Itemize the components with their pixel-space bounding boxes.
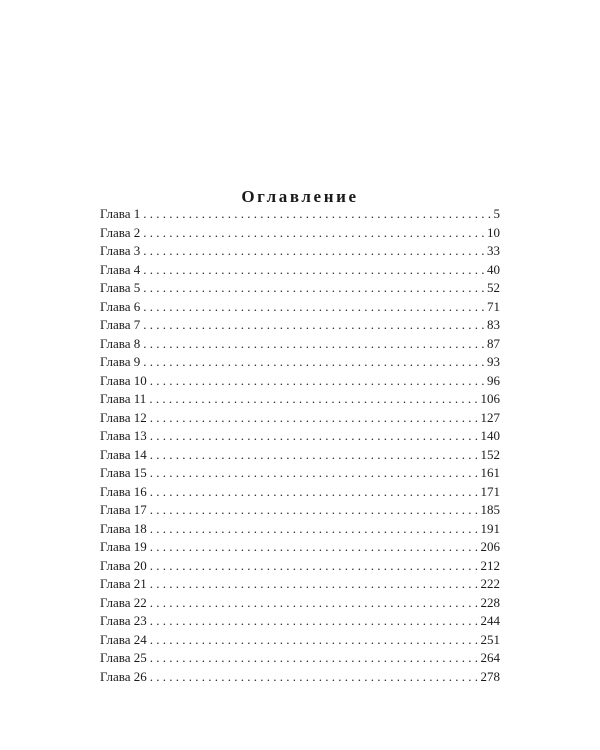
toc-entry-label: Глава 9 bbox=[100, 354, 141, 369]
toc-entry-label: Глава 24 bbox=[100, 631, 147, 647]
toc-entry-page-number: 228 bbox=[480, 594, 500, 610]
toc-dot-leader bbox=[150, 575, 478, 594]
toc-dot-leader bbox=[143, 261, 484, 280]
toc-entry-page-number: 161 bbox=[480, 465, 500, 480]
toc-entry-page-number: 171 bbox=[480, 483, 500, 499]
toc-entry-label: Глава 7 bbox=[100, 317, 141, 332]
toc-dot-leader bbox=[150, 372, 484, 391]
toc-entry-page-number: 264 bbox=[480, 650, 500, 665]
toc-entry-page-number: 10 bbox=[487, 224, 500, 240]
toc-entry-label: Глава 3 bbox=[100, 243, 141, 258]
toc-dot-leader bbox=[150, 446, 478, 465]
toc-entry[interactable] bbox=[100, 335, 500, 354]
toc-entry-label: Глава 5 bbox=[100, 280, 141, 295]
toc-entry-page-number: 191 bbox=[480, 520, 500, 536]
toc-dot-leader bbox=[150, 594, 478, 613]
toc-entry[interactable] bbox=[100, 409, 500, 428]
toc-entry-page-number: 244 bbox=[480, 613, 500, 628]
toc-dot-leader bbox=[143, 316, 484, 335]
toc-entry-label: Глава 4 bbox=[100, 261, 141, 277]
toc-entry-page-number: 278 bbox=[480, 668, 500, 684]
toc-entry[interactable] bbox=[100, 446, 500, 465]
toc-dot-leader bbox=[150, 501, 478, 520]
toc-entry-label: Глава 15 bbox=[100, 465, 147, 480]
toc-entry-page-number: 40 bbox=[487, 261, 500, 277]
toc-dot-leader bbox=[150, 649, 478, 668]
toc-entry[interactable] bbox=[100, 575, 500, 594]
toc-dot-leader bbox=[143, 224, 484, 243]
toc-entry-label: Глава 25 bbox=[100, 650, 147, 665]
toc-entry[interactable] bbox=[100, 427, 500, 446]
toc-dot-leader bbox=[150, 483, 478, 502]
toc-entry[interactable] bbox=[100, 649, 500, 668]
toc-entry-label: Глава 2 bbox=[100, 224, 141, 240]
toc-dot-leader bbox=[150, 464, 478, 483]
toc-entry-page-number: 206 bbox=[480, 539, 500, 554]
toc-entry-page-number: 140 bbox=[480, 428, 500, 443]
toc-entry-page-number: 33 bbox=[487, 243, 500, 258]
toc-dot-leader bbox=[150, 668, 478, 687]
toc-entry[interactable] bbox=[100, 538, 500, 557]
toc-entry[interactable] bbox=[100, 261, 500, 280]
toc-entry-label: Глава 23 bbox=[100, 613, 147, 628]
toc-entry[interactable] bbox=[100, 353, 500, 372]
toc-dot-leader bbox=[150, 557, 478, 576]
toc-entry-label: Глава 10 bbox=[100, 372, 147, 388]
toc-entry-page-number: 251 bbox=[480, 631, 500, 647]
toc-entry-label: Глава 13 bbox=[100, 428, 147, 443]
toc-dot-leader bbox=[150, 427, 478, 446]
toc-entry-label: Глава 16 bbox=[100, 483, 147, 499]
toc-entry[interactable] bbox=[100, 520, 500, 539]
toc-dot-leader bbox=[143, 298, 484, 317]
toc-entry-page-number: 106 bbox=[480, 391, 500, 406]
toc-entry-page-number: 5 bbox=[493, 206, 500, 221]
toc-dot-leader bbox=[150, 538, 478, 557]
toc-entry-label: Глава 8 bbox=[100, 335, 141, 351]
toc-entry[interactable] bbox=[100, 501, 500, 520]
toc-entry-page-number: 93 bbox=[487, 354, 500, 369]
toc-entry[interactable] bbox=[100, 279, 500, 298]
toc-entry-page-number: 127 bbox=[480, 409, 500, 425]
toc-entry[interactable] bbox=[100, 372, 500, 391]
toc-entry-label: Глава 18 bbox=[100, 520, 147, 536]
toc-dot-leader bbox=[149, 390, 477, 409]
toc-entry-page-number: 87 bbox=[487, 335, 500, 351]
toc-entry[interactable] bbox=[100, 390, 500, 409]
toc-list bbox=[100, 205, 500, 686]
toc-entry-label: Глава 14 bbox=[100, 446, 147, 462]
toc-entry-label: Глава 21 bbox=[100, 576, 147, 591]
toc-dot-leader bbox=[150, 612, 478, 631]
toc-entry[interactable] bbox=[100, 205, 500, 224]
toc-dot-leader bbox=[143, 353, 484, 372]
toc-entry-page-number: 152 bbox=[480, 446, 500, 462]
toc-entry-label: Глава 17 bbox=[100, 502, 147, 517]
toc-entry-label: Глава 19 bbox=[100, 539, 147, 554]
toc-dot-leader bbox=[150, 520, 478, 539]
toc-dot-leader bbox=[150, 631, 478, 650]
toc-dot-leader bbox=[143, 205, 490, 224]
toc-entry-label: Глава 20 bbox=[100, 557, 147, 573]
toc-entry[interactable] bbox=[100, 483, 500, 502]
toc-entry-label: Глава 1 bbox=[100, 206, 141, 221]
toc-entry-page-number: 52 bbox=[487, 280, 500, 295]
toc-dot-leader bbox=[143, 279, 484, 298]
toc-entry-label: Глава 22 bbox=[100, 594, 147, 610]
toc-entry-label: Глава 12 bbox=[100, 409, 147, 425]
toc-entry-page-number: 96 bbox=[487, 372, 500, 388]
toc-entry[interactable] bbox=[100, 594, 500, 613]
toc-entry-label: Глава 11 bbox=[100, 391, 147, 406]
toc-entry[interactable] bbox=[100, 612, 500, 631]
toc-entry-page-number: 71 bbox=[487, 298, 500, 314]
toc-entry[interactable] bbox=[100, 298, 500, 317]
toc-entry-label: Глава 26 bbox=[100, 668, 147, 684]
toc-entry[interactable] bbox=[100, 464, 500, 483]
toc-entry-page-number: 83 bbox=[487, 317, 500, 332]
toc-entry-label: Глава 6 bbox=[100, 298, 141, 314]
toc-entry[interactable] bbox=[100, 668, 500, 687]
toc-entry[interactable] bbox=[100, 316, 500, 335]
toc-entry[interactable] bbox=[100, 557, 500, 576]
toc-entry[interactable] bbox=[100, 631, 500, 650]
toc-entry-page-number: 185 bbox=[480, 502, 500, 517]
toc-entry-page-number: 222 bbox=[480, 576, 500, 591]
toc-dot-leader bbox=[150, 409, 478, 428]
toc-dot-leader bbox=[143, 335, 484, 354]
toc-title: Оглавление bbox=[241, 187, 359, 207]
toc-entry[interactable] bbox=[100, 242, 500, 261]
toc-entry-page-number: 212 bbox=[480, 557, 500, 573]
toc-entry[interactable] bbox=[100, 224, 500, 243]
toc-dot-leader bbox=[143, 242, 484, 261]
